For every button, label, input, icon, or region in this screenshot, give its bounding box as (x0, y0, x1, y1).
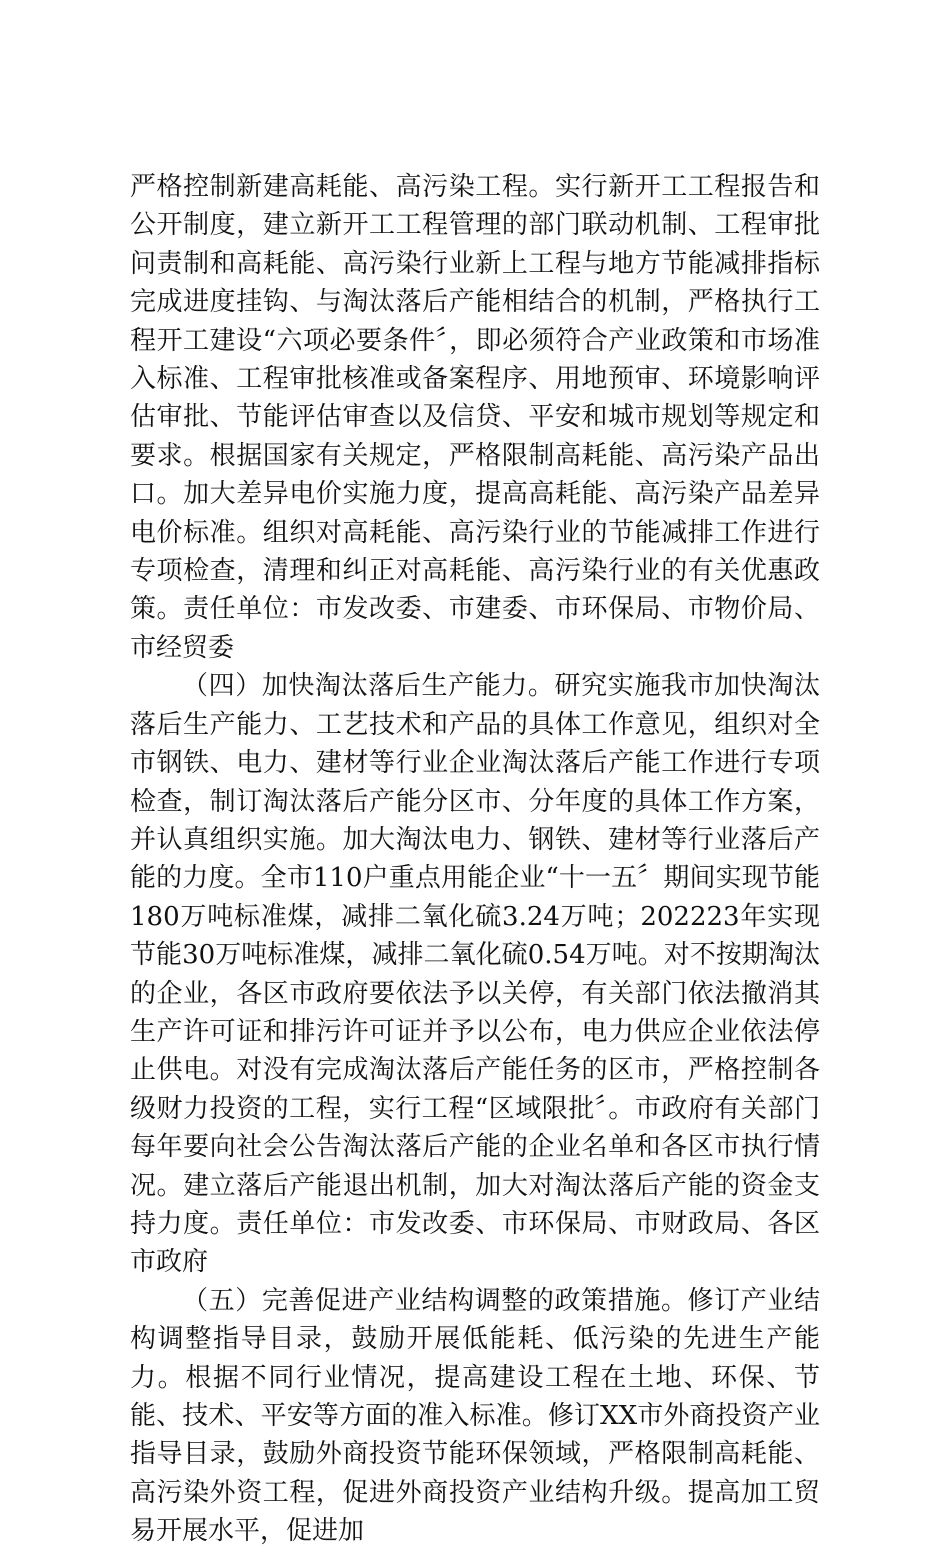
paragraph-continuation: 严格控制新建高耗能、高污染工程。实行新开工工程报告和公开制度，建立新开工工程管理的部门联动机制、工程审批问责制和高耗能、高污染行业新上工程与地方节能减排指标完成进度挂钩、与淘汰落后产能相结合的机制，严格执行工程开工建设“六项必要条件〞，即必须符合产业政策和市场准入标准、工程审批核准或备案程序、用地预审、环境影响评估审批、节能评估审查以及信贷、平安和城市规划等规定和要求。根据国家有关规定，严格限制高耗能、高污染产品出口。加大差异电价实施力度，提高高耗能、高污染产品差异电价标准。组织对高耗能、高污染行业的节能减排工作进行专项检查，清理和纠正对高耗能、高污染行业的有关优惠政策。责任单位：市发改委、市建委、市环保局、市物价局、市经贸委 (130, 172, 820, 663)
paragraph-section-5: （五）完善促进产业结构调整的政策措施。修订产业结构调整指导目录，鼓励开展低能耗、低污染的先进生产能力。根据不同行业情况，提高建设工程在土地、环保、节能、技术、平安等方面的准入标准。修订XX市外商投资产业指导目录，鼓励外商投资节能环保领域，严格限制高耗能、高污染外资工程，促进外商投资产业结构升级。提高加工贸易开展水平，促进加 (130, 1285, 820, 1547)
paragraph-section-4: （四）加快淘汰落后生产能力。研究实施我市加快淘汰落后生产能力、工艺技术和产品的具体工作意见，组织对全市钢铁、电力、建材等行业企业淘汰落后产能工作进行专项检查，制订淘汰落后产能分区市、分年度的具体工作方案，并认真组织实施。加大淘汰电力、钢铁、建材等行业落后产能的力度。全市110户重点用能企业“十一五〞期间实现节能180万吨标准煤，减排二氧化硫3.24万吨；202223年实现节能30万吨标准煤，减排二氧化硫0.54万吨。对不按期淘汰的企业，各区市政府要依法予以关停，有关部门依法撤消其生产许可证和排污许可证并予以公布，电力供应企业依法停止供电。对没有完成淘汰落后产能任务的区市，严格控制各级财力投资的工程，实行工程“区域限批〞。市政府有关部门每年要向社会公告淘汰落后产能的企业名单和各区市执行情况。建立落后产能退出机制，加大对淘汰落后产能的资金支持力度。责任单位：市发改委、市环保局、市财政局、各区市政府 (130, 671, 820, 1278)
document-body (130, 168, 820, 1551)
